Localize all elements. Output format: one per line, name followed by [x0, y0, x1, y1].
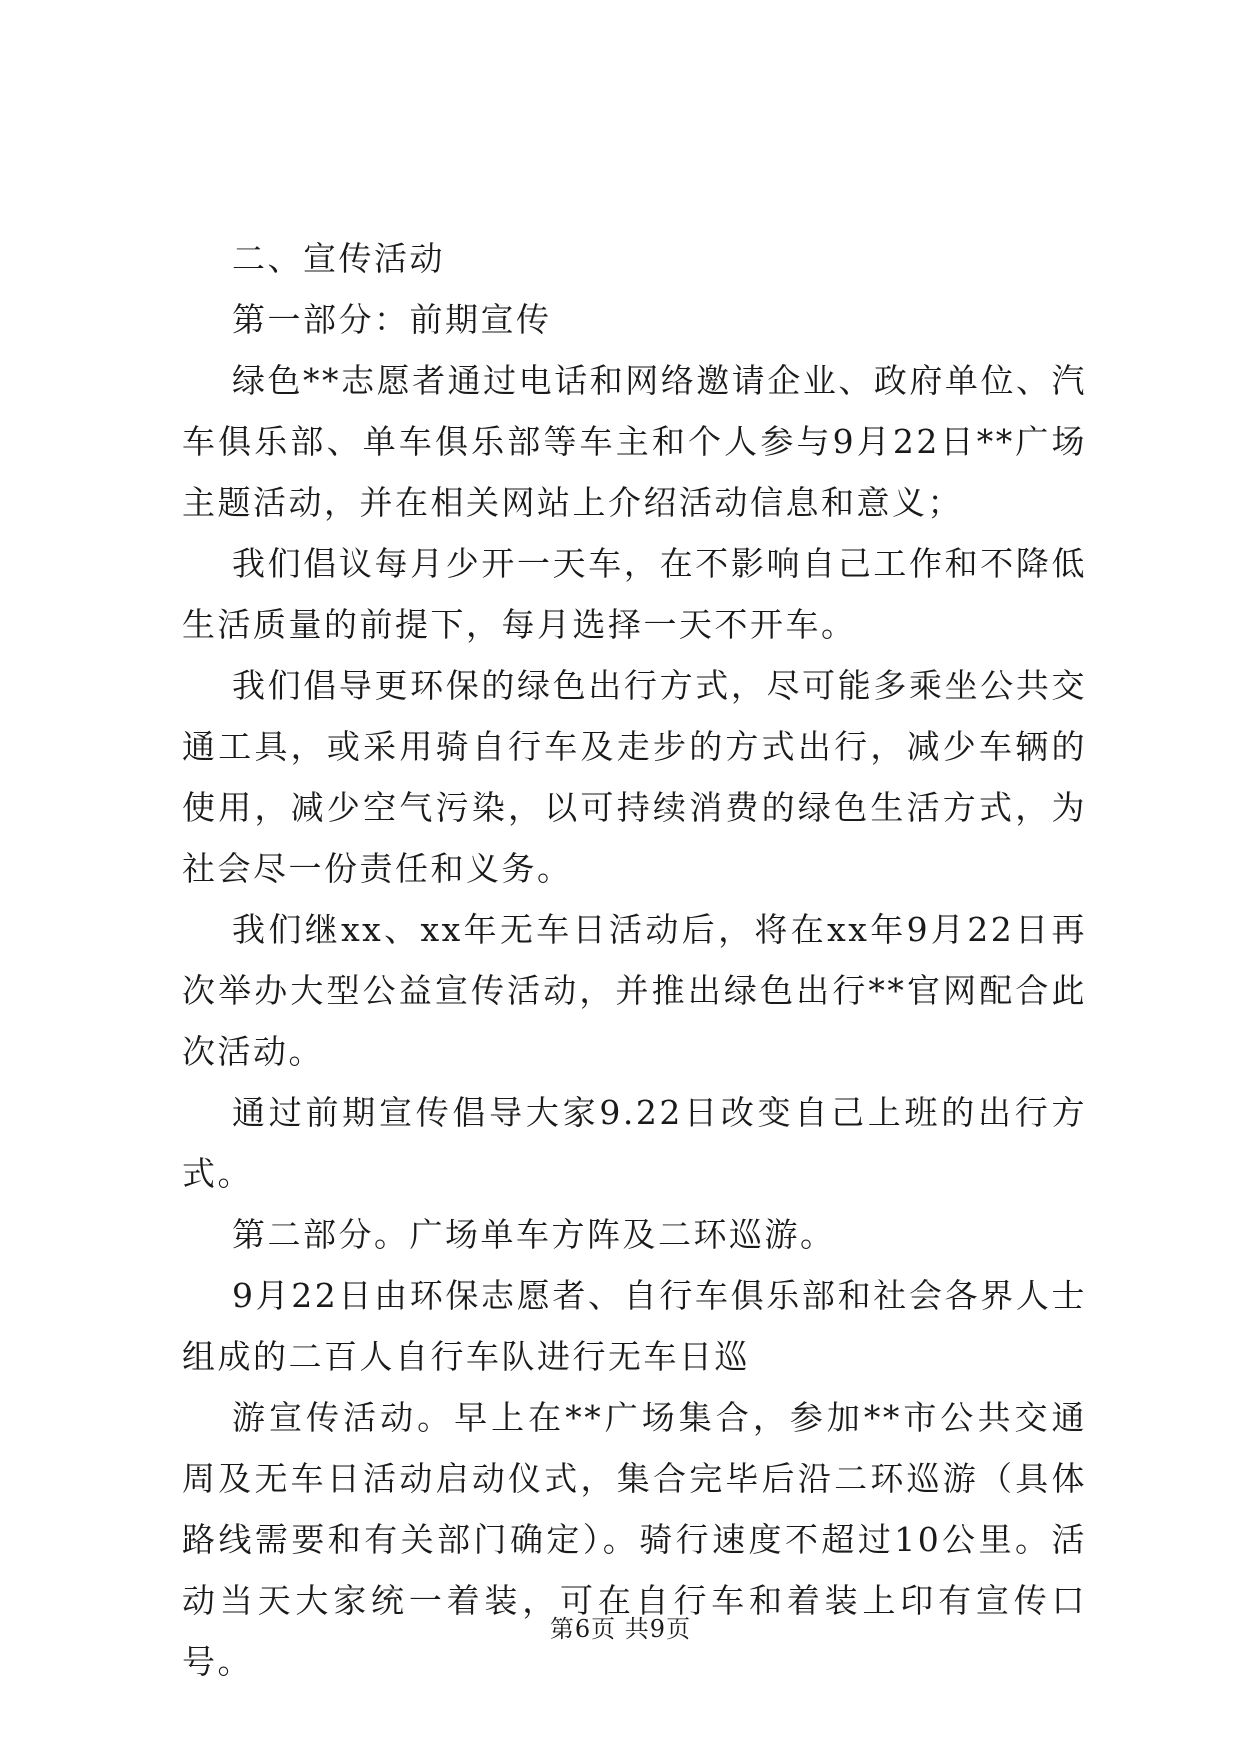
- paragraph: 游宣传活动。早上在**广场集合，参加**市公共交通周及无车日活动启动仪式，集合完毕后沿二环巡游（具体路线需要和有关部门确定）。骑行速度不超过10公里。活动当天大家统一着装，可在自行车和着装上印有宣传口号。: [182, 1398, 1087, 1681]
- subsection-heading: 第一部分：前期宣传: [232, 300, 552, 339]
- paragraph: 我们继xx、xx年无车日活动后，将在xx年9月22日再次举办大型公益宣传活动，并推出绿色出行**官网配合此次活动。: [182, 910, 1087, 1071]
- subsection-heading: 第二部分。广场单车方阵及二环巡游。: [232, 1215, 836, 1254]
- paragraph: 通过前期宣传倡导大家9.22日改变自己上班的出行方式。: [182, 1093, 1087, 1193]
- paragraph: 9月22日由环保志愿者、自行车俱乐部和社会各界人士组成的二百人自行车队进行无车日巡: [182, 1276, 1087, 1376]
- paragraph: 我们倡议每月少开一天车，在不影响自己工作和不降低生活质量的前提下，每月选择一天不开车。: [182, 544, 1087, 644]
- document-body: [182, 228, 1087, 1692]
- paragraph: 我们倡导更环保的绿色出行方式，尽可能多乘坐公共交通工具，或采用骑自行车及走步的方式出行，减少车辆的使用，减少空气污染，以可持续消费的绿色生活方式，为社会尽一份责任和义务。: [182, 666, 1087, 888]
- paragraph: 绿色**志愿者通过电话和网络邀请企业、政府单位、汽车俱乐部、单车俱乐部等车主和个人参与9月22日**广场主题活动，并在相关网站上介绍活动信息和意义；: [182, 361, 1087, 522]
- page-footer: 第6页 共9页: [549, 1615, 692, 1643]
- section-heading: 二、宣传活动: [232, 239, 445, 278]
